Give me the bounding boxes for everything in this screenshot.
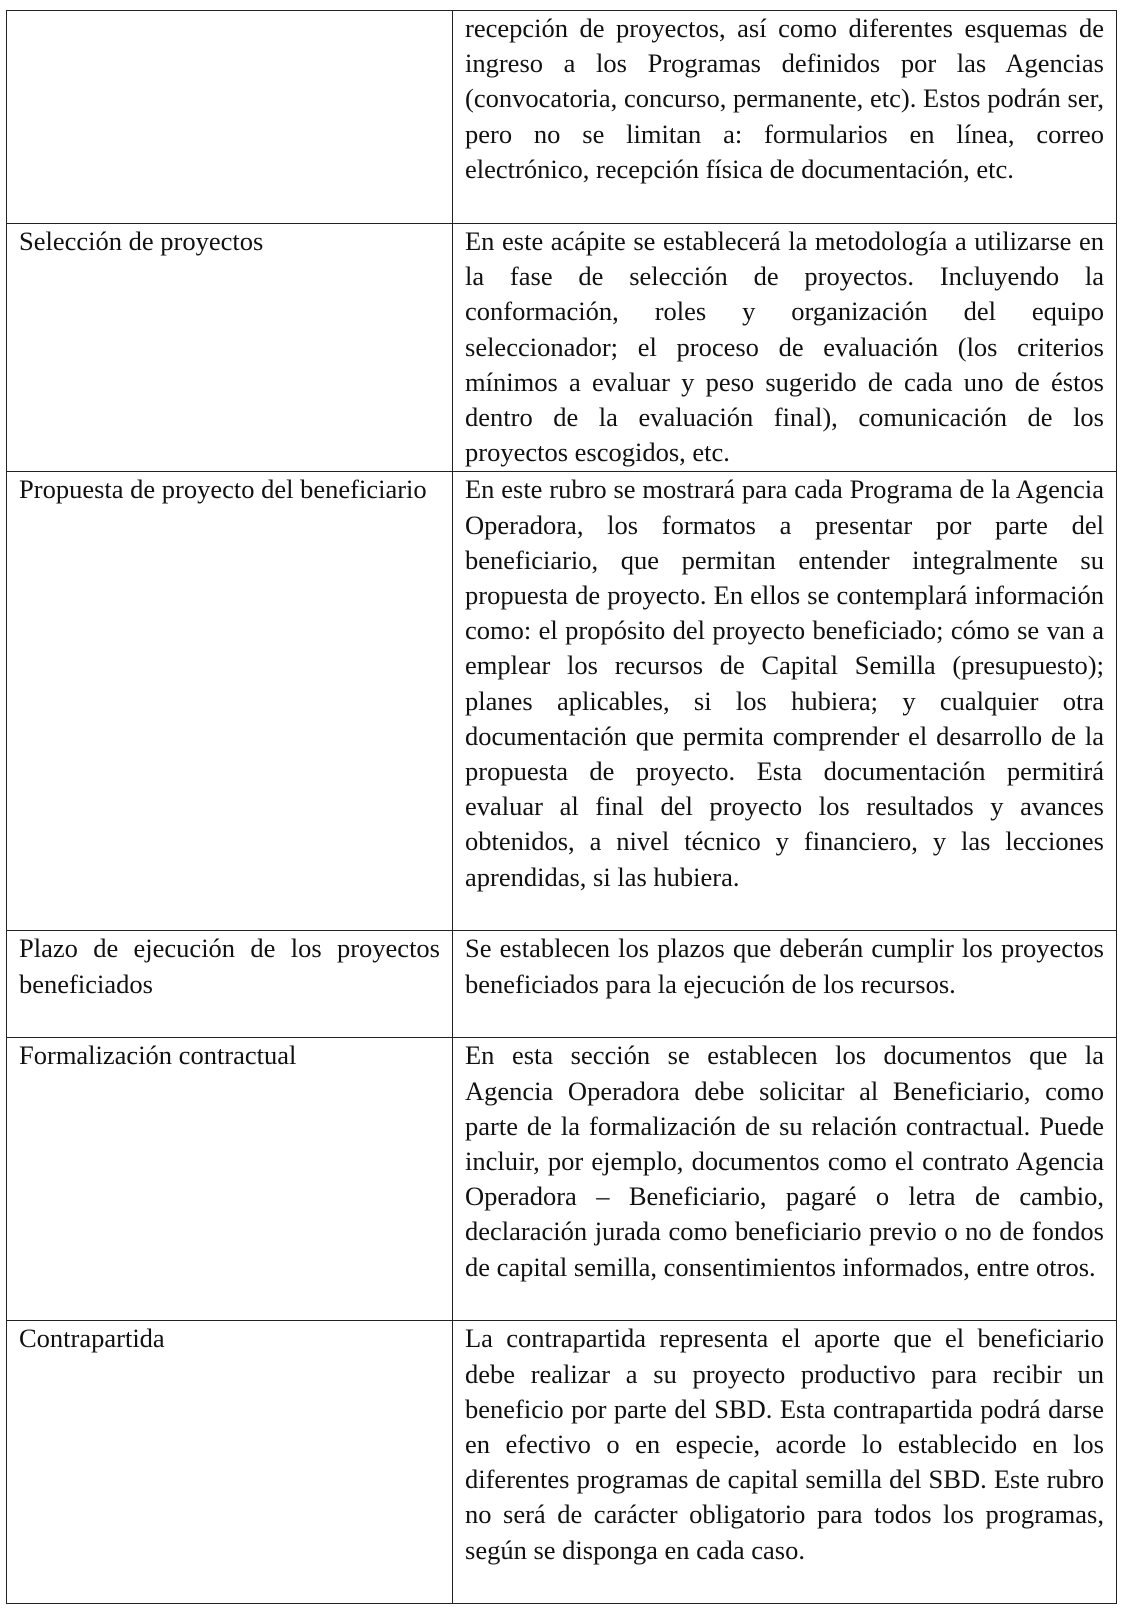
row-description: recepción de proyectos, así como diferentes esquemas de ingreso a los Programas definidos por las Agencias (convocatoria, concurso, permanente, etc). Estos podrán ser, pero no se limitan a: formularios en línea, correo electrónico, recepción física de documentación, etc. [453, 11, 1117, 224]
row-description: Se establecen los plazos que deberán cumplir los proyectos beneficiados para la ejecución de los recursos. [453, 931, 1117, 1038]
row-label: Propuesta de proyecto del beneficiario [19, 474, 427, 505]
row-label-cell [7, 11, 453, 224]
table-row [7, 224, 1117, 472]
row-label-cell [7, 1038, 453, 1321]
row-label-cell [7, 224, 453, 472]
table-row [7, 472, 1117, 931]
row-label: Contrapartida [19, 1323, 165, 1354]
row-label-cell [7, 1321, 453, 1604]
row-label: Selección de proyectos [19, 226, 264, 256]
row-description: La contrapartida representa el aporte que el beneficiario debe realizar a su proyecto productivo para recibir un beneficio por parte del SBD. Esta contrapartida podrá darse en efectivo o en especie, acorde lo establecido en los diferentes programas de capital semilla del SBD. Este rubro no será de carácter obligatorio para todos los programas, según se disponga en cada caso. [453, 1321, 1117, 1604]
row-description: En este rubro se mostrará para cada Programa de la Agencia Operadora, los formatos a presentar por parte del beneficiario, que permitan entender integralmente su propuesta de proyecto. En ellos se contemplará información como: el propósito del proyecto beneficiado; cómo se van a emplear los recursos de Capital Semilla (presupuesto); planes aplicables, si los hubiera; y cualquier otra documentación que permita comprender el desarrollo de la propuesta de proyecto. Esta documentación permitirá evaluar al final del proyecto los resultados y avances obtenidos, a nivel técnico y financiero, y las lecciones aprendidas, si las hubiera. [453, 472, 1117, 931]
row-label-cell [7, 931, 453, 1038]
row-label-cell [7, 472, 453, 931]
row-label: Plazo de ejecución de los proyectos beneficiados [19, 933, 440, 999]
row-label: Formalización contractual [19, 1040, 297, 1071]
table-row [7, 1321, 1117, 1604]
table-row [7, 11, 1117, 224]
table-row [7, 931, 1117, 1038]
document-table [6, 10, 1117, 1604]
row-description: En este acápite se establecerá la metodología a utilizarse en la fase de selección de proyectos. Incluyendo la conformación, roles y organización del equipo seleccionador; el proceso de evaluación (los criterios mínimos a evaluar y peso sugerido de cada uno de éstos dentro de la evaluación final), comunicación de los proyectos escogidos, etc. [453, 224, 1117, 472]
row-description: En esta sección se establecen los documentos que la Agencia Operadora debe solicitar al Beneficiario, como parte de la formalización de su relación contractual. Puede incluir, por ejemplo, documentos como el contrato Agencia Operadora – Beneficiario, pagaré o letra de cambio, declaración jurada como beneficiario previo o no de fondos de capital semilla, consentimientos informados, entre otros. [453, 1038, 1117, 1321]
table-row [7, 1038, 1117, 1321]
